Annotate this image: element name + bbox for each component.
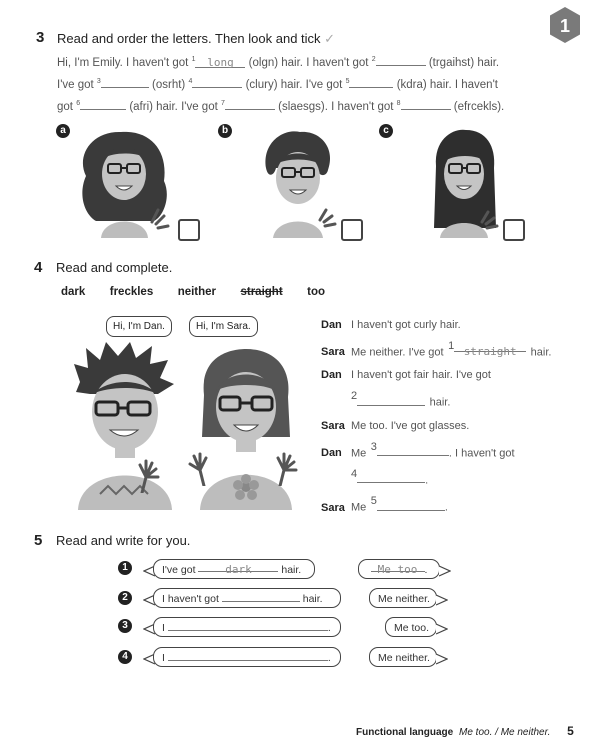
word-straight: straight [240, 286, 283, 298]
dialogue [321, 313, 551, 519]
tick-icon: ✓ [324, 31, 336, 46]
exercise-3-line-1: Hi, I'm Emily. I haven't got $^1$ long (olgn) hair. I haven't got $^2$ (trgaihst) hair. [57, 56, 500, 69]
exercise-3-line-2: I've got $^3$ (osrht) $^4$ (clury) hair. I've got $^5$ (kdra) hair. I haven't [57, 76, 498, 91]
row-3-right-tail [436, 622, 448, 636]
dialogue-line-8: Sara Me $^5$. [321, 495, 448, 514]
footer [356, 724, 574, 738]
exercise-3-number: 3 [36, 29, 45, 46]
answer-2-blank[interactable] [376, 54, 426, 66]
row-1-response-answer[interactable]: Me too [371, 560, 425, 572]
dialogue-answer-3[interactable] [377, 444, 449, 456]
page-number: 5 [567, 724, 574, 738]
dialogue-answer-1[interactable]: straight [454, 340, 526, 352]
dialogue-answer-2[interactable] [357, 394, 425, 406]
exercise-3-instruction: Read and order the letters. Then look and tick ✓ [57, 31, 336, 46]
footer-section: Functional language [356, 727, 454, 738]
answer-7-blank[interactable] [225, 98, 275, 110]
dan-hand-illustration [134, 455, 164, 493]
speech-bubble-sara: Hi, I'm Sara. [189, 316, 258, 337]
tick-box-c[interactable] [503, 219, 525, 241]
dialogue-line-7: $^4$. [351, 467, 429, 487]
dialogue-line-6: Dan Me $^3$. I haven't got [321, 440, 515, 459]
row-1-statement: I've got dark hair. [153, 559, 315, 579]
row-1-answer[interactable]: dark [198, 560, 278, 572]
row-4-right-tail [436, 652, 448, 666]
dialogue-line-3: Dan I haven't got fair hair. I've got [321, 369, 491, 382]
answer-8-blank[interactable] [401, 98, 451, 110]
row-4-answer[interactable] [168, 649, 328, 661]
answer-4-blank[interactable] [192, 76, 242, 88]
row-3-response: Me too. [385, 617, 437, 637]
exercise-4-instruction: Read and complete. [56, 260, 173, 275]
unit-badge-number: 1 [559, 16, 571, 36]
tick-box-b[interactable] [341, 219, 363, 241]
dialogue-line-2: Sara Me neither. I've got $^1$ straight hair. [321, 340, 552, 359]
row-1-response: Me too . [358, 559, 440, 579]
option-a-label: a [56, 124, 70, 138]
girl-c-illustration [424, 126, 504, 238]
sara-left-hand-illustration [186, 450, 212, 486]
exercise-4-number: 4 [34, 259, 43, 276]
row-3-answer[interactable] [168, 619, 328, 631]
answer-1-blank[interactable]: long [195, 56, 245, 68]
dialogue-line-5: Sara Me too. I've got glasses. [321, 419, 470, 432]
sara-right-hand-illustration [272, 448, 302, 486]
row-4-number: 4 [118, 650, 132, 664]
speech-bubble-dan: Hi, I'm Dan. [106, 316, 172, 337]
word-too: too [307, 286, 325, 298]
row-3-number: 3 [118, 619, 132, 633]
word-freckles: freckles [109, 286, 154, 298]
word-bank [61, 282, 345, 300]
option-b-label: b [218, 124, 232, 138]
row-2-right-tail [436, 593, 448, 607]
exercise-5-instruction: Read and write for you. [56, 533, 191, 548]
dialogue-answer-5[interactable] [377, 499, 445, 511]
row-2-statement: I haven't got hair. [153, 588, 341, 608]
answer-3-blank[interactable] [101, 76, 149, 88]
exercise-5-number: 5 [34, 532, 43, 549]
boy-b-illustration [258, 128, 338, 238]
exercise-3-line-3: got $^6$ (afri) hair. I've got $^7$ (slaesgs). I haven't got $^8$ (efrcekls). [57, 98, 504, 113]
option-c-label: c [379, 124, 393, 138]
girl-a-illustration [76, 126, 176, 238]
answer-5-blank[interactable] [349, 76, 393, 88]
dialogue-line-4: $^2$ hair. [351, 390, 451, 409]
row-3-statement: I . [153, 617, 341, 637]
row-4-response: Me neither. [369, 647, 437, 667]
answer-6-blank[interactable] [80, 98, 126, 110]
row-2-answer[interactable] [222, 590, 300, 602]
unit-badge [548, 6, 582, 44]
row-4-statement: I . [153, 647, 341, 667]
row-2-response: Me neither. [369, 588, 437, 608]
dialogue-answer-4[interactable] [357, 471, 425, 483]
tick-box-a[interactable] [178, 219, 200, 241]
dialogue-line-1: Dan I haven't got curly hair. [321, 319, 461, 331]
row-1-number: 1 [118, 561, 132, 575]
footer-phrase: Me too. / Me neither. [459, 727, 551, 738]
row-1-right-tail [439, 564, 451, 578]
word-dark: dark [61, 286, 86, 298]
row-2-number: 2 [118, 591, 132, 605]
word-neither: neither [177, 286, 217, 298]
